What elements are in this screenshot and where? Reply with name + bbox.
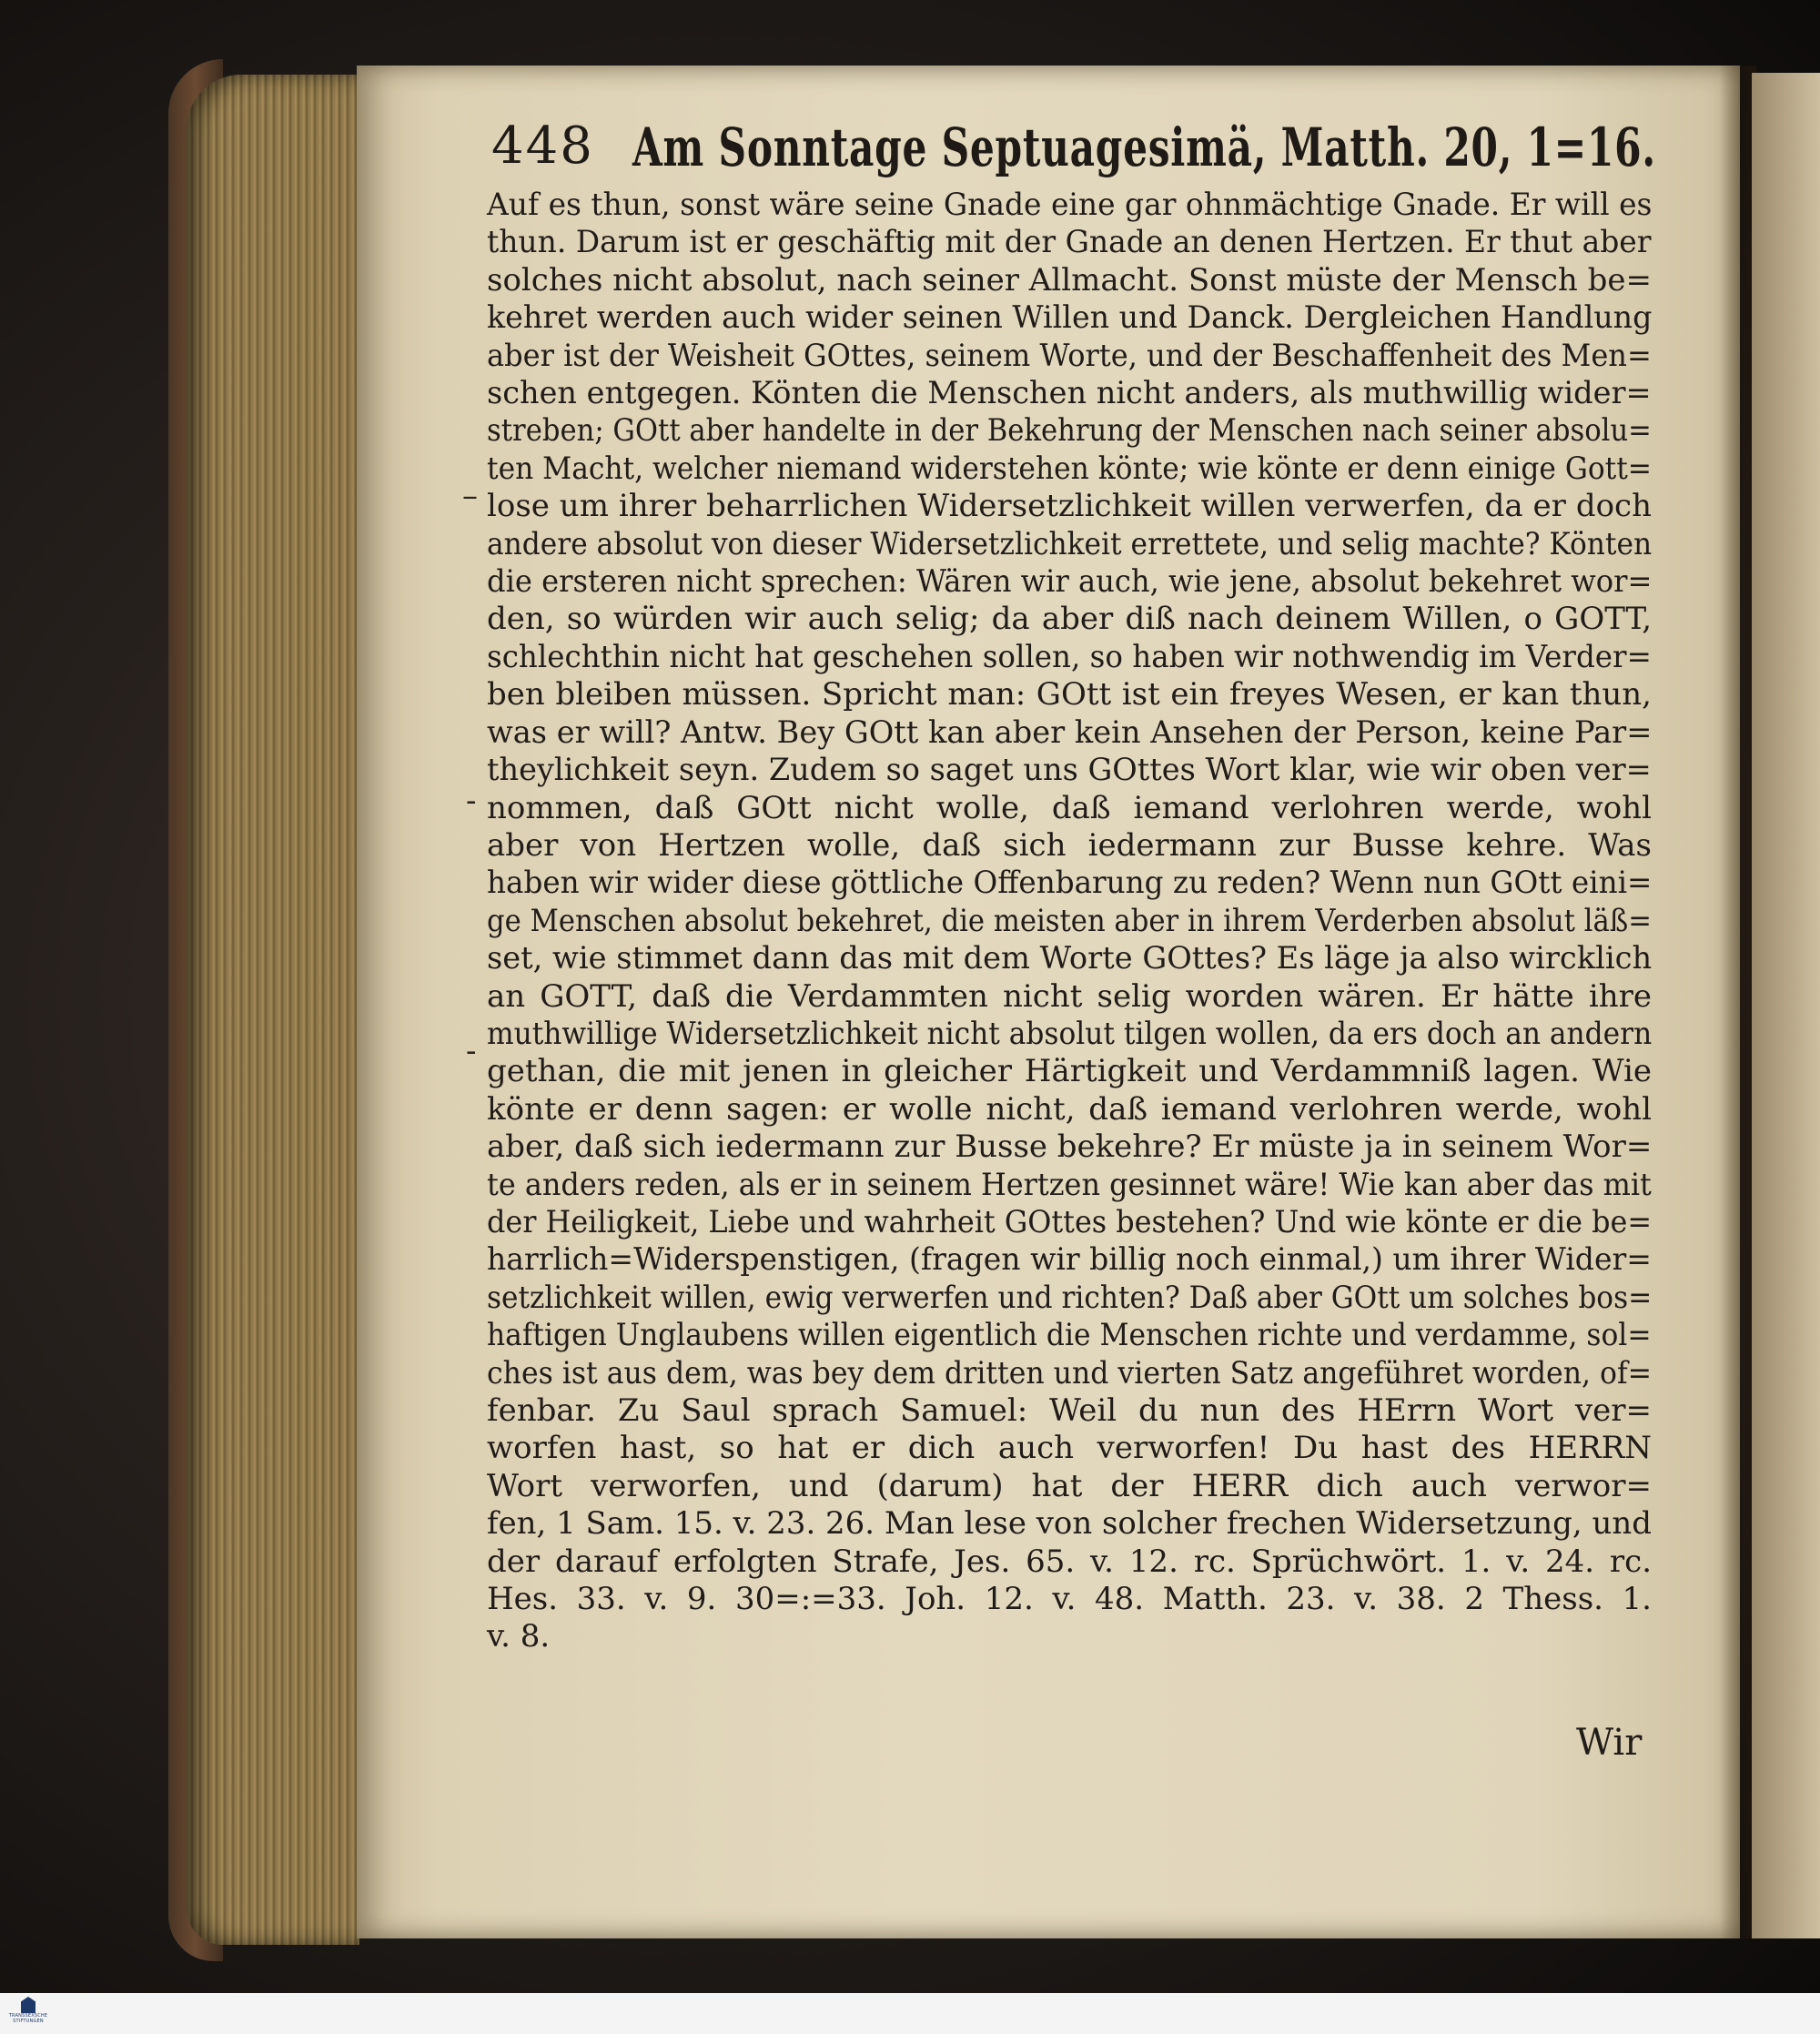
margin-mark: – (462, 478, 478, 514)
text-line: kehret werden auch wider seinen Willen und Danck. Dergleichen Handlung (487, 299, 1653, 337)
text-line: könte er denn sagen: er wolle nicht, daß iemand verlohren werde, wohl (487, 1090, 1652, 1128)
text-line: theylichkeit seyn. Zudem so saget uns GOttes Wort klar, wie wir oben ver= (487, 752, 1652, 789)
text-line: muthwillige Widersetzlichkeit nicht absolut tilgen wollen, da ers doch an andern (487, 1015, 1653, 1052)
text-line: ge Menschen absolut bekehret, die meisten aber in ihrem Verderben absolut läß= (487, 902, 1652, 939)
text-line: der darauf erfolgten Strafe, Jes. 65. v. 12. rc. Sprüchwört. 1. v. 24. rc. (487, 1543, 1652, 1580)
facing-page-edge (1752, 73, 1820, 1938)
text-line: v. 8. (487, 1618, 551, 1655)
text-line: fen, 1 Sam. 15. v. 23. 26. Man lese von solcher frechen Widersetzung, und (487, 1505, 1652, 1543)
institution-logo (7, 1997, 49, 2031)
running-title: Am Sonntage Septuagesimä, Matth. 20, 1=16. (632, 116, 1656, 178)
page-number: 448 (491, 116, 594, 176)
text-line: fenbar. Zu Saul sprach Samuel: Weil du nun des HErrn Wort ver= (487, 1392, 1652, 1429)
text-line: aber ist der Weisheit GOttes, seinem Worte, und der Beschaffenheit des Men= (487, 337, 1652, 374)
text-line: lose um ihrer beharrlichen Widersetzlichkeit willen verwerfen, da er doch (487, 488, 1652, 525)
text-line: an GOTT, daß die Verdammten nicht selig worden wären. Er hätte ihre (487, 977, 1652, 1015)
text-line: harrlich=Widerspenstigen, (fragen wir billig noch einmal,) um ihrer Wider= (487, 1241, 1652, 1279)
text-line: gethan, die mit jenen in gleicher Härtigkeit und Verdammniß lagen. Wie (487, 1053, 1652, 1090)
text-line: thun. Darum ist er geschäftig mit der Gnade an denen Hertzen. Er thut aber (487, 224, 1652, 261)
text-line: worfen hast, so hat er dich auch verworfen! Du hast des HERRN (487, 1430, 1652, 1467)
text-line: schlechthin nicht hat geschehen sollen, so haben wir nothwendig im Verder= (487, 638, 1652, 675)
text-line: streben; GOtt aber handelte in der Bekehrung der Menschen nach seiner absolu= (487, 412, 1652, 450)
page-header (491, 116, 1656, 189)
text-line: schen entgegen. Könten die Menschen nicht anders, als muthwillig wider= (487, 375, 1652, 412)
text-line: ben bleiben müssen. Spricht man: GOtt ist ein freyes Wesen, er kan thun, (487, 676, 1652, 713)
text-line: setzlichkeit willen, ewig verwerfen und richten? Daß aber GOtt um solches bos= (487, 1279, 1653, 1316)
text-line: te anders reden, als er in seinem Hertzen gesinnet wäre! Wie kan aber das mit (487, 1166, 1652, 1203)
text-line: aber von Hertzen wolle, daß sich iedermann zur Busse kehre. Was (487, 826, 1652, 864)
margin-mark: - (466, 783, 477, 819)
text-line: haben wir wider diese göttliche Offenbarung zu reden? Wenn nun GOtt eini= (487, 865, 1653, 902)
gutter-shadow (1720, 66, 1756, 1938)
catchword: Wir (1576, 1722, 1643, 1764)
text-line: den, so würden wir auch selig; da aber diß nach deinem Willen, o GOTT, (487, 601, 1652, 638)
text-line: die ersteren nicht sprechen: Wären wir auch, wie jene, absolut bekehret wor= (487, 563, 1653, 601)
text-line: ten Macht, welcher niemand widerstehen könte; wie könte er denn einige Gott= (487, 450, 1653, 487)
text-line: ches ist aus dem, was bey dem dritten und vierten Satz angeführet worden, of= (487, 1354, 1653, 1391)
page-edges (187, 75, 359, 1945)
text-line: solches nicht absolut, nach seiner Allmacht. Sonst müste der Mensch be= (487, 261, 1652, 299)
text-line: haftigen Unglaubens willen eigentlich die Menschen richte und verdamme, sol= (487, 1317, 1652, 1354)
text-line: nommen, daß GOtt nicht wolle, daß iemand verlohren werde, wohl (487, 789, 1652, 826)
text-line: Hes. 33. v. 9. 30=:=33. Joh. 12. v. 48. Matth. 23. v. 38. 2 Thess. 1. (487, 1581, 1652, 1618)
viewer-footer (0, 1993, 1820, 2034)
margin-mark: - (466, 1033, 477, 1069)
text-line: andere absolut von dieser Widersetzlichkeit errettete, und selig machte? Könten (487, 525, 1653, 562)
text-line: der Heiligkeit, Liebe und wahrheit GOttes bestehen? Und wie könte er die be= (487, 1203, 1653, 1240)
text-line: aber, daß sich iedermann zur Busse bekehre? Er müste ja in seinem Wor= (487, 1128, 1653, 1166)
text-line: Wort verworfen, und (darum) hat der HERR dich auch verwor= (487, 1467, 1652, 1504)
logo-text: TRANSSEXSCHE STIFTUNGEN (8, 2013, 48, 2024)
body-text (487, 187, 1652, 1656)
text-line: was er will? Antw. Bey GOtt kan aber kein Ansehen der Person, keine Par= (487, 713, 1653, 751)
text-line: Auf es thun, sonst wäre seine Gnade eine gar ohnmächtige Gnade. Er will es (487, 187, 1653, 223)
text-line: set, wie stimmet dann das mit dem Worte GOttes? Es läge ja also wircklich (487, 940, 1653, 977)
logo-icon (21, 1997, 35, 2013)
